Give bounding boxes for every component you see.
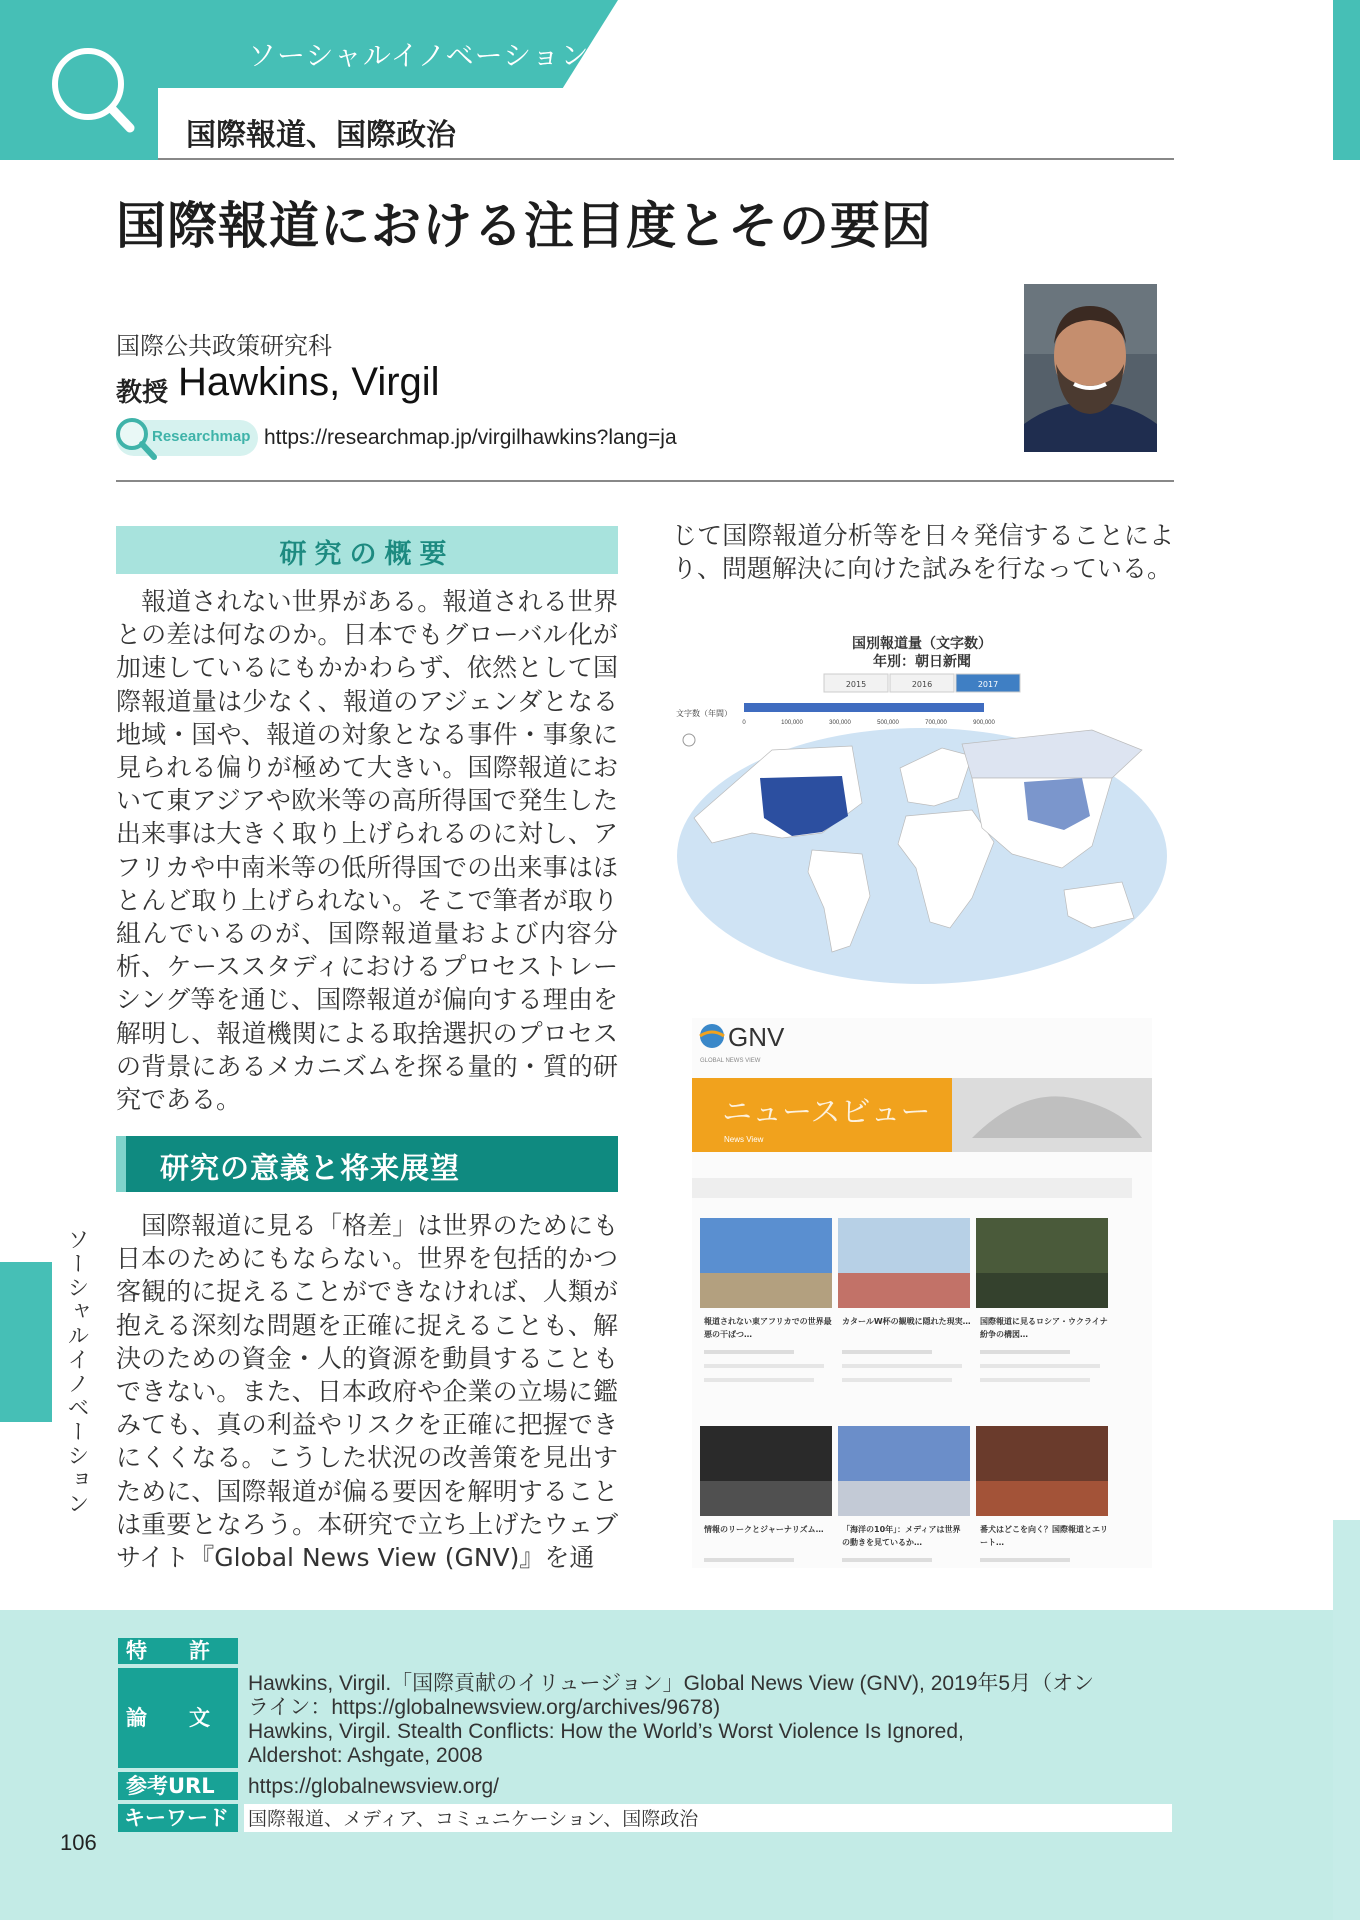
divider [158, 158, 1174, 160]
article-meta-line [980, 1350, 1070, 1354]
article-meta-line [842, 1558, 932, 1562]
article-meta-line [704, 1558, 794, 1562]
article-thumbnail-shade [700, 1481, 832, 1516]
legend-tick-label: 0 [742, 720, 746, 726]
article-thumbnail-shade [700, 1273, 832, 1308]
map-title: 国別報道量（文字数） [852, 636, 992, 652]
patent-label: 特 許 [118, 1638, 238, 1664]
article-meta-line [980, 1364, 1100, 1368]
gnv-logo: GNV [728, 1022, 785, 1052]
side-index-label: ソーシャルイノベーション [64, 1228, 89, 1516]
paper-label: 論 文 [118, 1668, 238, 1768]
article-meta-line [842, 1364, 962, 1368]
department: 国際公共政策研究科 [116, 332, 332, 360]
legend-tick-label: 300,000 [829, 720, 851, 726]
keyword-label: キーワード [118, 1804, 238, 1832]
portrait-image [1024, 284, 1157, 452]
article-title[interactable]: 紛争の構図… [980, 1330, 1028, 1339]
category-label: ソーシャルイノベーション [248, 39, 590, 72]
article-title[interactable]: の動きを見ているか… [842, 1538, 922, 1547]
page-number: 106 [60, 1830, 97, 1855]
gnv-banner-text: ニュースビュー [722, 1095, 931, 1130]
article-thumbnail-shade [976, 1481, 1108, 1516]
page-title: 国際報道における注目度とその要因 [116, 197, 932, 255]
edge-tab-top [1333, 0, 1360, 160]
world-map-chart [672, 628, 1172, 988]
article-meta-line [980, 1378, 1090, 1382]
year-tabs [824, 674, 1020, 692]
paper-entry-1-line-1: Hawkins, Virgil.「国際貢献のイリュージョン」Global News View (GNV), 2019年5月（オン [248, 1672, 1095, 1695]
magnifier-icon [0, 0, 158, 160]
year-tab-label: 2017 [977, 680, 999, 689]
legend-tick-label: 100,000 [781, 720, 803, 726]
article-title[interactable]: 悪の干ばつ… [704, 1330, 752, 1339]
article-title[interactable]: カタールW杯の観戦に隠れた現実… [842, 1317, 971, 1326]
article-meta-line [842, 1378, 952, 1382]
article-title[interactable]: 報道されない東アフリカでの世界最 [704, 1317, 832, 1326]
article-meta-line [704, 1378, 814, 1382]
divider [116, 480, 1174, 482]
url-label: 参考URL [118, 1772, 238, 1800]
article-meta-line [842, 1350, 932, 1354]
legend-label: 文字数（年間） [676, 709, 732, 718]
article-thumbnail-shade [838, 1481, 970, 1516]
map-subtitle: 年別：朝日新聞 [873, 654, 971, 670]
keyword-value: 国際報道、メディア、コミュニケーション、国際政治 [248, 1808, 699, 1830]
side-index-tab [0, 1262, 52, 1422]
reference-url[interactable]: https://globalnewsview.org/ [248, 1775, 499, 1798]
legend-tick-label: 500,000 [877, 720, 899, 726]
edge-tab-bottom [1333, 1520, 1360, 1920]
gnv-logo-icon [700, 1024, 724, 1048]
article-meta-line [704, 1350, 794, 1354]
gnv-website-screenshot [692, 1018, 1152, 1568]
gnv-logo-sub: GLOBAL NEWS VIEW [700, 1058, 761, 1064]
legend-bar [744, 703, 984, 712]
researchmap-label[interactable]: Researchmap [152, 428, 251, 445]
section-heading-significance: 研究の意義と将来展望 [160, 1151, 461, 1185]
article-meta-line [980, 1558, 1070, 1562]
author-name: Hawkins, Virgil [178, 360, 440, 404]
significance-paragraph: 国際報道に見る「格差」は世界のためにも日本のためにもならない。世界を包括的かつ客観的に捉えることができなければ、人類が抱える深刻な問題を正確に捉えることも、解決のための資金・人的資源を動員することもできない。また、日本政府や企業の立場に鑑みても、真の利益やリスクを正確に把握できにくくなる。こうした状況の改善策を見出すために、国際報道が偏る要因を解明することは重要となろう。本研究で立ち上げたウェブサイト『Global News View (GNV)』を通 [116, 1211, 618, 1573]
section-heading-accent [116, 1136, 126, 1192]
article-thumbnail-shade [976, 1273, 1108, 1308]
legend-tick-label: 700,000 [925, 720, 947, 726]
article-title[interactable]: 国際報道に見るロシア・ウクライナ [980, 1317, 1108, 1326]
year-tab-label: 2016 [911, 680, 933, 689]
zoom-icon[interactable] [683, 734, 695, 746]
gnv-banner-sub: News View [724, 1135, 764, 1144]
article-meta-line [704, 1364, 824, 1368]
year-tab-label: 2015 [845, 680, 867, 689]
article-title[interactable]: ート… [980, 1538, 1004, 1547]
gnv-screenshot-image [692, 1018, 1152, 1568]
gnv-article-grid [700, 1218, 1108, 1568]
author-photo [1024, 284, 1157, 452]
paper-entry-1-line-2: ライン：https://globalnewsview.org/archives/9678) [248, 1696, 721, 1719]
article-title[interactable]: 「海洋の10年」：メディアは世界 [842, 1525, 961, 1534]
legend-ticks [742, 720, 995, 726]
significance-paragraph-continued: じて国際報道分析等を日々発信することにより、問題解決に向けた試みを行なっている。 [672, 521, 1174, 584]
subcategory: 国際報道、国際政治 [186, 118, 456, 153]
article-thumbnail-shade [838, 1273, 970, 1308]
author-role: 教授 [116, 378, 169, 408]
category-icon-block [0, 0, 158, 160]
legend-tick-label: 900,000 [973, 720, 995, 726]
paper-entry-2-line-2: Aldershot: Ashgate, 2008 [248, 1744, 483, 1767]
paper-entry-2-line-1: Hawkins, Virgil. Stealth Conflicts: How the World’s Worst Violence Is Ignored, [248, 1720, 964, 1743]
section-heading-overview: 研究の概要 [279, 539, 455, 570]
article-title[interactable]: 情報のリークとジャーナリズム… [704, 1525, 824, 1534]
researchmap-link[interactable]: https://researchmap.jp/virgilhawkins?lang=ja [264, 426, 677, 449]
world-map-figure [672, 628, 1172, 988]
overview-paragraph: 報道されない世界がある。報道される世界との差は何なのか。日本でもグローバル化が加速しているにもかかわらず、依然として国際報道量は少なく、報道のアジェンダとなる地域・国や、報道の対象となる事件・事象に見られる偏りが極めて大きい。国際報道において東アジアや欧米等の高所得国で発生した出来事は大きく取り上げられるのに対し、アフリカや中南米等の低所得国での出来事はほとんど取り上げられない。そこで筆者が取り組んでいるのが、国際報道量および内容分析、ケーススタディにおけるプロセストレーシング等を通じ、国際報道が偏向する理由を解明し、報道機関による取捨選択のプロセスの背景にあるメカニズムを探る量的・質的研究である。 [116, 587, 618, 1115]
article-title[interactable]: 番犬はどこを向く？国際報道とエリ [980, 1525, 1108, 1534]
